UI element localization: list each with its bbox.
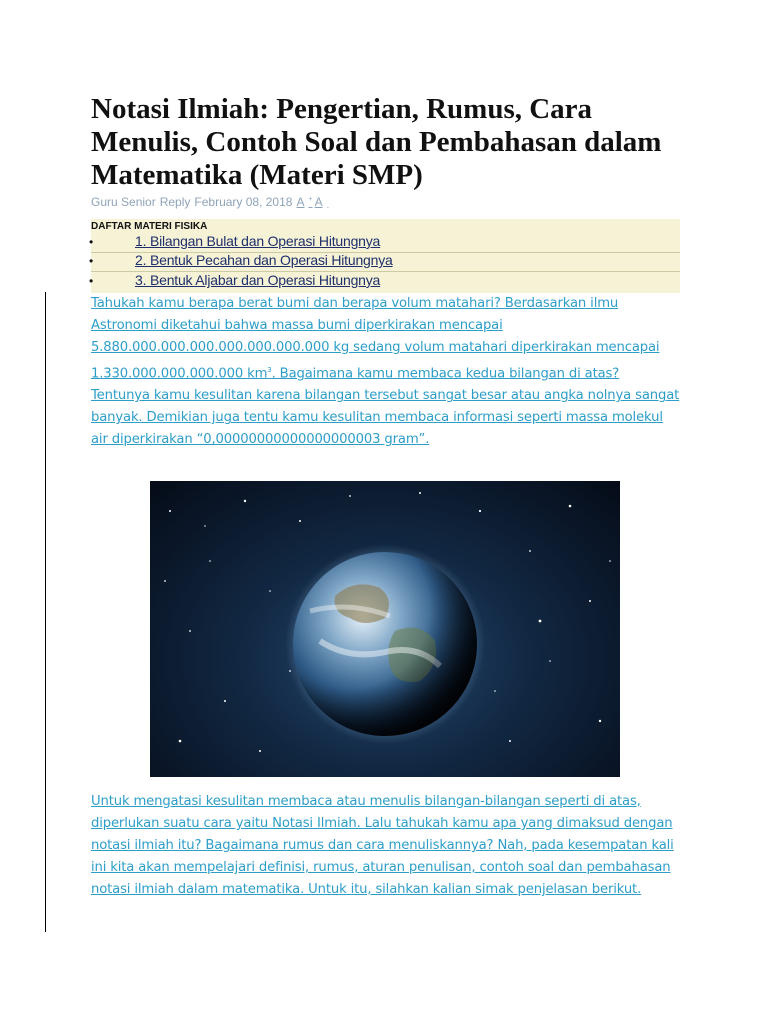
article-title: Notasi Ilmiah: Pengertian, Rumus, Cara Menulis, Contoh Soal dan Pembahasan dalam Matematika (Materi SMP) [91,93,662,191]
left-margin-line [45,292,46,932]
author-link[interactable]: Guru Senior [91,195,156,209]
bullet-icon: • [89,274,94,288]
toc-heading: DAFTAR MATERI FISIKA [91,221,208,232]
toc-link-bentuk-pecahan[interactable]: 2. Bentuk Pecahan dan Operasi Hitungnya [135,252,393,268]
toc-link-bentuk-aljabar[interactable]: 3. Bentuk Aljabar dan Operasi Hitungnya [135,272,381,288]
toc-link-bilangan-bulat[interactable]: 1. Bilangan Bulat dan Operasi Hitungnya [135,233,381,249]
earth-image [150,481,620,777]
toc-item [91,233,680,252]
post-date: February 08, 2018 [194,195,293,209]
toc-item [91,252,680,271]
reply-link[interactable]: Reply [159,195,191,209]
font-increase-button[interactable]: A + [296,195,313,209]
intro-paragraph[interactable]: Tahukah kamu berapa berat bumi dan berapa volum matahari? Berdasarkan ilmu Astronomi diketahui bahwa massa bumi diperkirakan mencapai 5.880.000.000.000.000.000.000.000 kg sedang volum matahari diperkirakan mencapai 1.330.000.000.000.000 $km^3$. Bagaimana kamu membaca kedua bilangan di atas? Tentunya kamu kesulitan karena bilangan tersebut sangat besar atau angka nolnya sangat banyak. Demikian juga tentu kamu kesulitan membaca informasi seperti massa molekul air diperkirakan “0,00000000000000000003 gram”. [91,296,680,448]
table-of-contents [91,219,680,293]
earth-icon [150,481,620,777]
article-meta [91,195,331,211]
notasi-ilmiah-intro-paragraph[interactable]: Untuk mengatasi kesulitan membaca atau menulis bilangan-bilangan seperti di atas, diperlukan suatu cara yaitu Notasi Ilmiah. Lalu tahukah kamu apa yang dimaksud dengan notasi ilmiah itu? Bagaimana rumus dan cara menuliskannya? Nah, pada kesempatan kali ini kita akan mempelajari definisi, rumus, aturan penulisan, contoh soal dan pembahasan notasi ilmiah dalam matematika. Untuk itu, silahkan kalian simak penjelasan berikut. [91,794,674,897]
bullet-icon: • [89,254,94,268]
font-decrease-button[interactable]: A $_-$ [314,195,329,212]
toc-item [91,272,680,291]
bullet-icon: • [89,235,94,249]
